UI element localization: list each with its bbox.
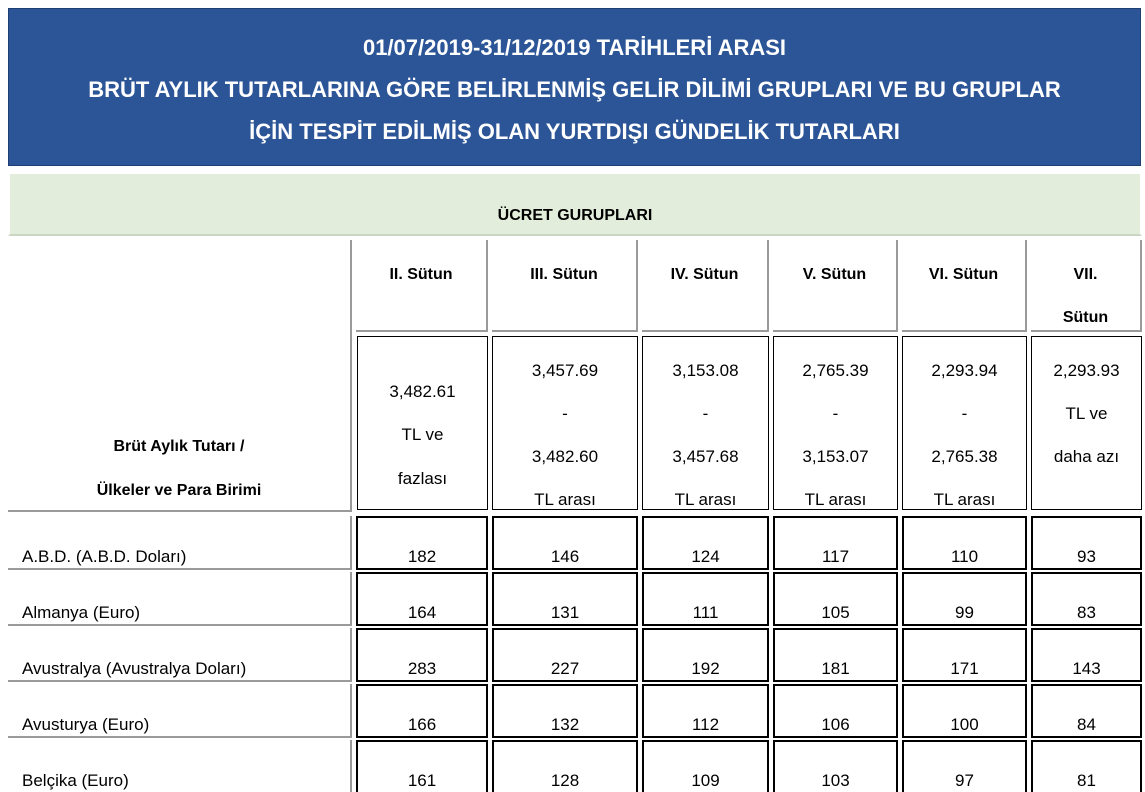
value-cell: 161 <box>356 740 488 792</box>
value-cell: 182 <box>356 516 488 570</box>
value-cell: 81 <box>1031 740 1142 792</box>
country-cell: Avusturya (Euro) <box>8 684 352 738</box>
column-header-3: III. Sütun <box>492 240 638 332</box>
range-cell-7: 2,293.93 TL ve daha azı <box>1031 336 1142 510</box>
column-header-6: VI. Sütun <box>902 240 1027 332</box>
value-cell: 124 <box>642 516 769 570</box>
value-cell: 283 <box>356 628 488 682</box>
column-header-4: IV. Sütun <box>642 240 769 332</box>
range-cell-5: 2,765.39 - 3,153.07 TL arası <box>773 336 898 510</box>
range-cell-3: 3,457.69 - 3,482.60 TL arası <box>492 336 638 510</box>
column-header-2: II. Sütun <box>356 240 488 332</box>
value-cell: 132 <box>492 684 638 738</box>
page-title-banner <box>8 8 1141 166</box>
country-cell: A.B.D. (A.B.D. Doları) <box>8 516 352 570</box>
value-cell: 227 <box>492 628 638 682</box>
value-cell: 100 <box>902 684 1027 738</box>
value-cell: 166 <box>356 684 488 738</box>
value-cell: 93 <box>1031 516 1142 570</box>
value-cell: 106 <box>773 684 898 738</box>
value-cell: 110 <box>902 516 1027 570</box>
value-cell: 83 <box>1031 572 1142 626</box>
value-cell: 105 <box>773 572 898 626</box>
title-line-2: BRÜT AYLIK TUTARLARINA GÖRE BELİRLENMİŞ GELİR DİLİMİ GRUPLARI VE BU GRUPLAR <box>88 77 1061 102</box>
value-cell: 109 <box>642 740 769 792</box>
wage-groups-heading <box>8 172 1142 236</box>
value-cell: 143 <box>1031 628 1142 682</box>
value-cell: 103 <box>773 740 898 792</box>
value-cell: 164 <box>356 572 488 626</box>
country-cell: Belçika (Euro) <box>8 740 352 792</box>
value-cell: 181 <box>773 628 898 682</box>
value-cell: 128 <box>492 740 638 792</box>
wage-groups-title: ÜCRET GURUPLARI <box>497 207 653 224</box>
value-cell: 99 <box>902 572 1027 626</box>
value-cell: 97 <box>902 740 1027 792</box>
value-cell: 117 <box>773 516 898 570</box>
value-cell: 171 <box>902 628 1027 682</box>
corner-header-cell <box>8 240 352 512</box>
value-cell: 146 <box>492 516 638 570</box>
value-cell: 112 <box>642 684 769 738</box>
value-cell: 84 <box>1031 684 1142 738</box>
corner-label-line-2: Ülkeler ve Para Birimi <box>96 482 262 499</box>
corner-label-line-1: Brüt Aylık Tutarı / <box>113 438 245 455</box>
country-cell: Avustralya (Avustralya Doları) <box>8 628 352 682</box>
range-cell-2: 3,482.61 TL ve fazlası <box>357 336 488 510</box>
column-header-5: V. Sütun <box>773 240 898 332</box>
value-cell: 192 <box>642 628 769 682</box>
title-line-3: İÇİN TESPİT EDİLMİŞ OLAN YURTDIŞI GÜNDELİK TUTARLARI <box>249 119 900 144</box>
value-cell: 111 <box>642 572 769 626</box>
value-cell: 131 <box>492 572 638 626</box>
title-line-1: 01/07/2019-31/12/2019 TARİHLERİ ARASI <box>362 35 787 60</box>
range-cell-4: 3,153.08 - 3,457.68 TL arası <box>642 336 769 510</box>
range-cell-6: 2,293.94 - 2,765.38 TL arası <box>902 336 1027 510</box>
country-cell: Almanya (Euro) <box>8 572 352 626</box>
column-header-7: VII. Sütun <box>1031 240 1142 332</box>
